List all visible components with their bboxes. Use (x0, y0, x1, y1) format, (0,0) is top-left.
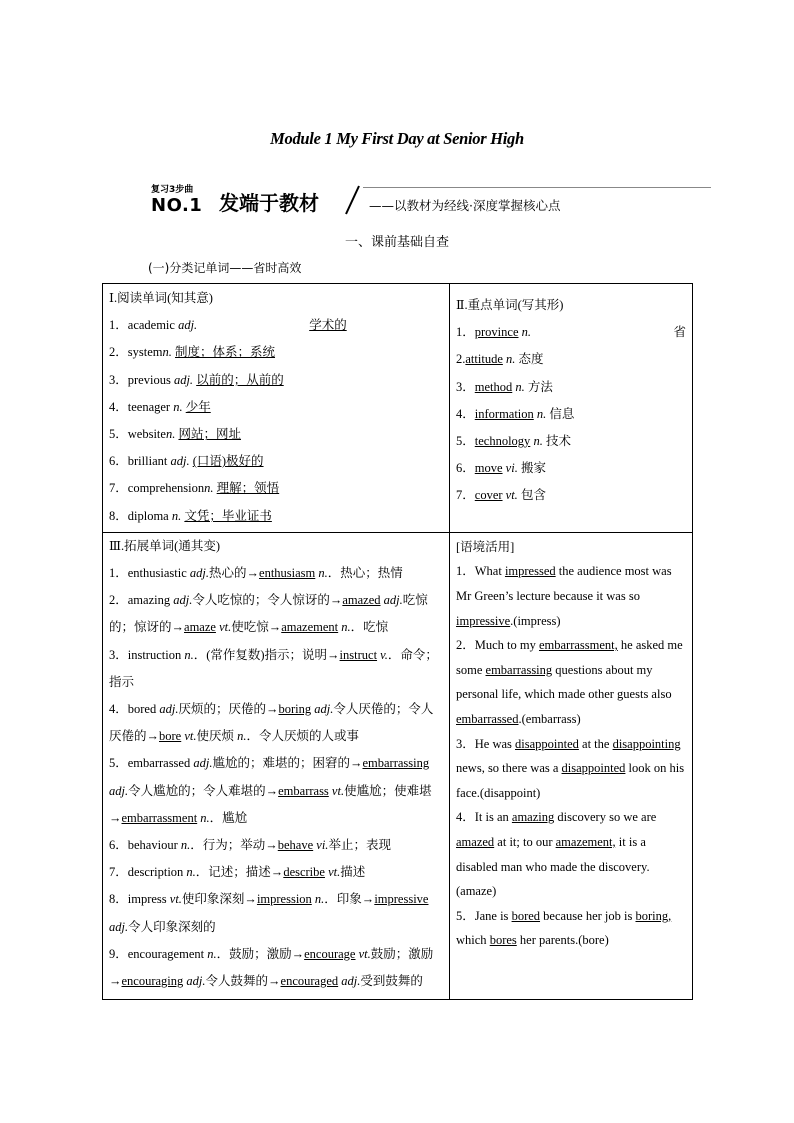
list-item: 4．bored adj.厌烦的；厌倦的→boring adj.令人厌倦的；令人厌倦的→bore vt.使厌烦 n.．令人厌烦的人或事 (109, 702, 434, 744)
list-item: 3．instruction n.．(常作复数)指示；说明→instruct v.．命令；指示 (109, 647, 438, 689)
banner-number: NO.1 (151, 195, 203, 216)
list-item: 2．amazing adj.令人吃惊的；令人惊讶的→amazed adj.吃惊的；惊讶的→amaze vt.使吃惊→amazement n.．吃惊 (109, 593, 428, 635)
list-item: 9．encouragement n.．鼓励；激励→encourage vt.鼓励；激励→encouraging adj.令人鼓舞的→encouraged adj.受到鼓舞的 (109, 946, 434, 989)
box-header: Ⅰ.阅读单词(知其意) (109, 291, 213, 305)
list-item: 1．What impressed the audience most was Mr Green’s lecture because it was so impressive.(impress) (456, 564, 672, 628)
list-item: 5．Jane is bored because her job is boring, which bores her parents.(bore) (456, 908, 672, 948)
banner-rule (363, 187, 711, 188)
sub-heading: (一)分类记单词——省时高效 (148, 261, 302, 275)
list-item: 5．websiten. 网站；网址 (109, 427, 241, 442)
list-item: 7．description n.．记述；描述→describe vt.描述 (109, 865, 366, 880)
list-item: 5．technology n. 技术 (456, 434, 571, 449)
list-item: 1．academic adj. 学术的 (109, 318, 347, 333)
reading-words-cell (103, 284, 450, 533)
box-header: Ⅱ.重点单词(写其形) (456, 298, 564, 312)
list-item: 5．embarrassed adj.尴尬的；难堪的；困窘的→embarrassing adj.令人尴尬的；令人难堪的→embarrass vt.使尴尬；使难堪→embarrassment n.．尴尬 (109, 756, 432, 825)
list-item: 1．enthusiastic adj.热心的→enthusiasm n.．热心；热情 (109, 566, 403, 581)
table-row (103, 284, 693, 533)
list-item: 2.attitude n. 态度 (456, 352, 544, 367)
extended-words-cell (103, 532, 450, 999)
list-item: 2．Much to my embarrassment, he asked me some embarrassing questions about my personal life, which made other guests also embarrassed.(embarrass) (456, 638, 683, 726)
list-item: 6．brilliant adj. (口语)极好的 (109, 454, 264, 469)
list-item: 3．method n. 方法 (456, 379, 553, 394)
slash-icon (343, 185, 361, 215)
list-item: 4．teenager n. 少年 (109, 399, 211, 414)
box-header: [语境活用] (456, 539, 515, 554)
list-item: 1．province n. 省 (456, 325, 686, 340)
list-item: 4．It is an amazing discovery so we are amazed at it; to our amazement, it is a disabled man who made the discovery.(amaze) (456, 810, 657, 899)
banner-tagline: ——以教材为经线·深度掌握核心点 (369, 198, 561, 213)
banner-step: 复习3步曲 (151, 185, 194, 195)
vocab-table (102, 283, 693, 1000)
list-item: 6．move vi. 搬家 (456, 461, 546, 476)
page-title: Module 1 My First Day at Senior High (270, 129, 524, 148)
section-banner (151, 182, 711, 218)
box-header: Ⅲ.拓展单词(通其变) (109, 538, 221, 553)
list-item: 3．He was disappointed at the disappointing news, so there was a disappointed look on his face.(disappoint) (456, 736, 685, 800)
key-words-cell (450, 284, 693, 533)
list-item: 8．diploma n. 文凭；毕业证书 (109, 508, 272, 523)
list-item: 6．behaviour n.．行为；举动→behave vi.举止；表现 (109, 838, 391, 853)
list-item: 2．systemn. 制度；体系；系统 (109, 345, 276, 360)
table-row (103, 532, 693, 999)
list-item: 8．impress vt.使印象深刻→impression n.．印象→impressive adj.令人印象深刻的 (109, 892, 429, 934)
list-item: 7．comprehensionn. 理解；领悟 (109, 481, 280, 496)
banner-heading: 发端于教材 (219, 191, 319, 215)
context-practice-cell (450, 532, 693, 999)
list-item: 4．information n. 信息 (456, 406, 575, 421)
section-heading: 一、课前基础自查 (344, 235, 449, 250)
list-item: 3．previous adj. 以前的；从前的 (109, 372, 284, 387)
list-item: 7．cover vt. 包含 (456, 488, 546, 503)
